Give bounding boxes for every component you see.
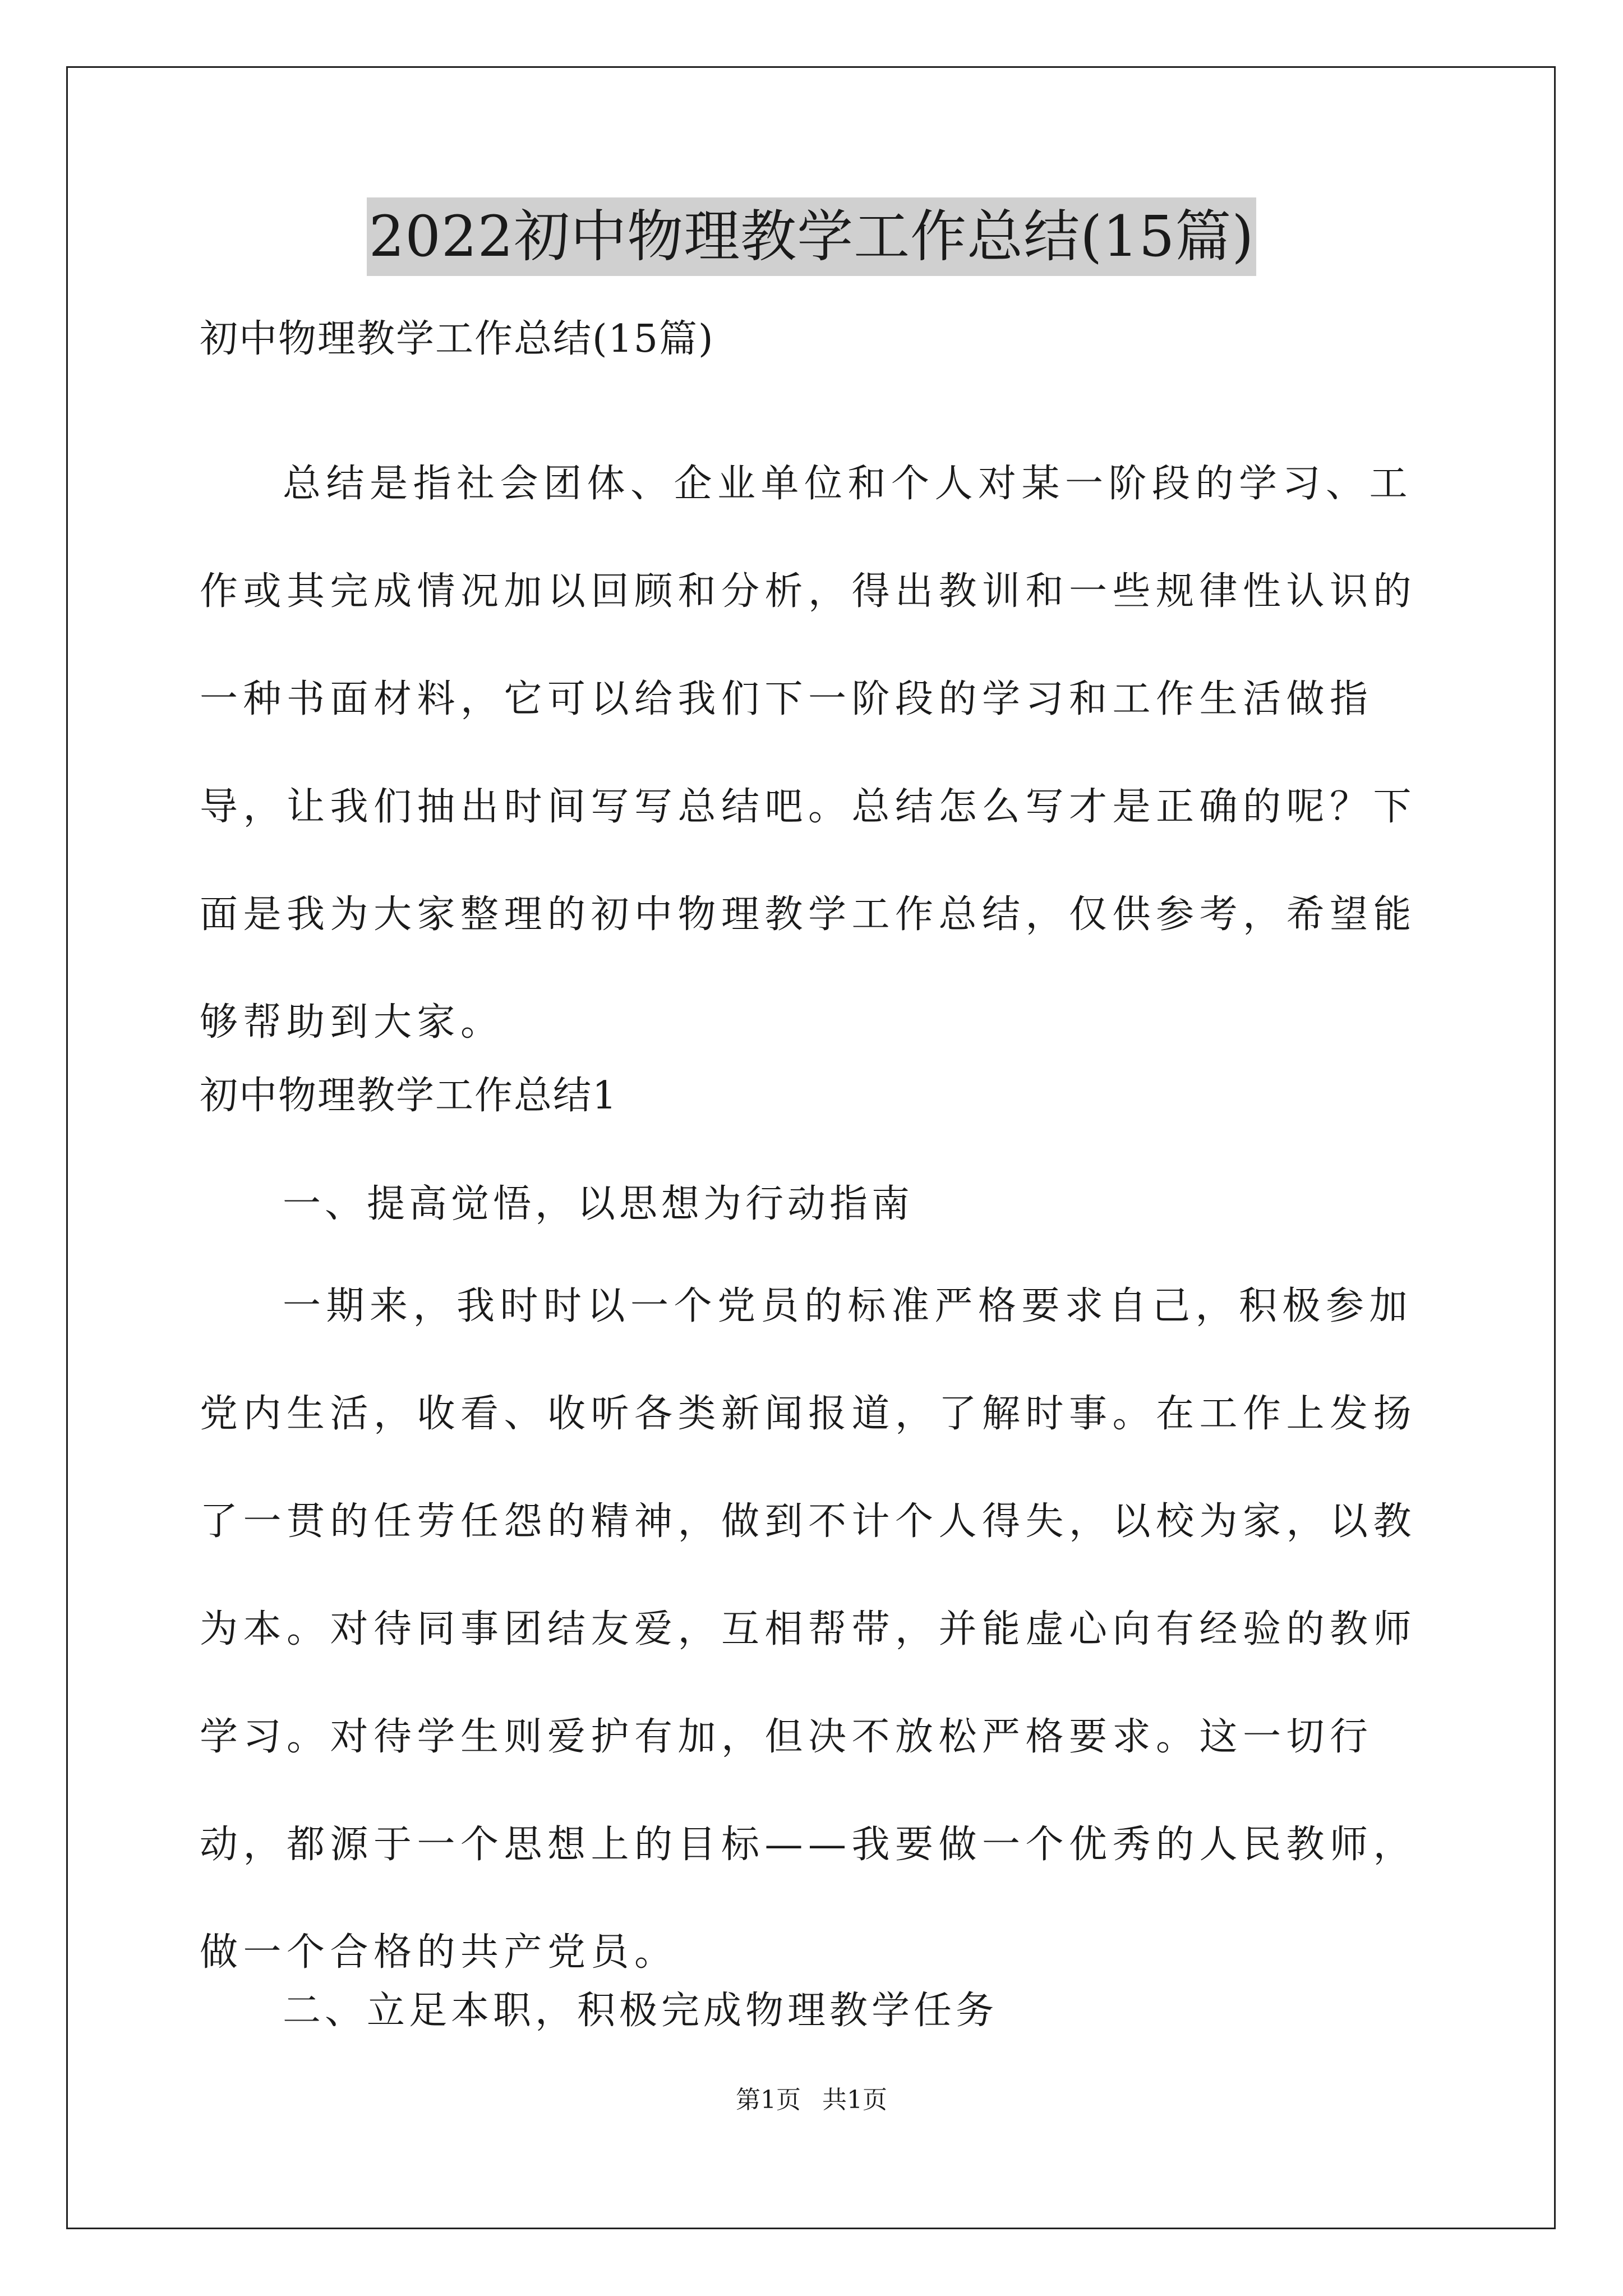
intro-paragraph: 总结是指社会团体、企业单位和个人对某一阶段的学习、工作或其完成情况加以回顾和分析，得出教训和一些规律性认识的一种书面材料，它可以给我们下一阶段的学习和工作生活做指导，让我们抽出时间写写总结吧。总结怎么写才是正确的呢？下面是我为大家整理的初中物理教学工作总结，仅供参考，希望能够帮助到大家。 <box>200 462 1417 1045</box>
page-number-total: 共1页 <box>822 2086 887 2114</box>
title-container <box>0 197 1623 276</box>
section-heading: 初中物理教学工作总结1 <box>200 1074 618 1118</box>
section-point-1: 一、提高觉悟，以思想为行动指南 <box>283 1182 914 1226</box>
document-title: 2022初中物理教学工作总结(15篇) <box>367 197 1257 276</box>
page-number-current: 第1页 <box>736 2086 801 2114</box>
section-point-2: 二、立足本职，积极完成物理教学任务 <box>283 1989 998 2033</box>
section-body-paragraph: 一期来，我时时以一个党员的标准严格要求自己，积极参加党内生活，收看、收听各类新闻报道，了解时事。在工作上发扬了一贯的任劳任怨的精神，做到不计个人得失，以校为家，以教为本。对待同事团结友爱，互相帮带，并能虚心向有经验的教师学习。对待学生则爱护有加，但决不放松严格要求。这一切行动，都源于一个思想上的目标——我要做一个优秀的人民教师，做一个合格的共产党员。 <box>200 1284 1417 1975</box>
page-footer <box>0 2083 1623 2117</box>
document-subtitle: 初中物理教学工作总结(15篇) <box>200 317 714 361</box>
